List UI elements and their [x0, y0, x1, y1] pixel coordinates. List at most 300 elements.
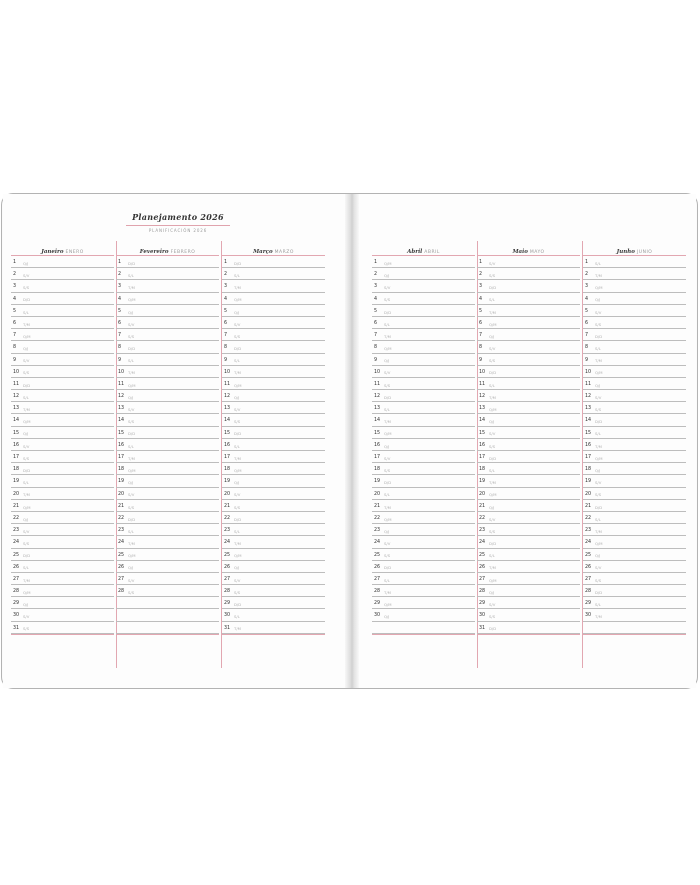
day-number: 16: [224, 442, 231, 448]
day-row[interactable]: [11, 609, 114, 621]
weekday-abbr: S/V: [23, 358, 30, 364]
weekday-abbr: S/V: [384, 285, 391, 291]
day-row[interactable]: [477, 439, 580, 451]
day-row[interactable]: [116, 585, 219, 597]
day-row[interactable]: [116, 354, 219, 366]
day-row[interactable]: [116, 293, 219, 305]
day-number: 20: [118, 491, 125, 497]
month-name-alt: MARZO: [274, 250, 294, 255]
day-row[interactable]: [477, 561, 580, 573]
day-row[interactable]: [477, 366, 580, 378]
day-row[interactable]: [372, 622, 475, 634]
day-number: 19: [585, 479, 592, 485]
day-row[interactable]: [116, 561, 219, 573]
day-row[interactable]: [583, 317, 686, 329]
day-row[interactable]: [583, 390, 686, 402]
day-row[interactable]: [222, 354, 325, 366]
day-number: 10: [118, 369, 125, 375]
day-row[interactable]: [116, 427, 219, 439]
day-row[interactable]: [11, 378, 114, 390]
weekday-abbr: S/S: [128, 589, 135, 595]
day-row[interactable]: [11, 524, 114, 536]
day-number: 26: [118, 564, 125, 570]
day-row[interactable]: [116, 256, 219, 268]
page-subtitle: PLANIFICACIÓN 2026: [148, 228, 208, 234]
day-row[interactable]: [222, 390, 325, 402]
day-row[interactable]: [222, 427, 325, 439]
day-row[interactable]: [116, 609, 219, 621]
weekday-abbr: S/L: [489, 297, 495, 303]
day-row[interactable]: [372, 597, 475, 609]
day-row[interactable]: [477, 341, 580, 353]
day-row[interactable]: [116, 268, 219, 280]
day-row[interactable]: [477, 414, 580, 426]
month-name-alt: ENERO: [65, 250, 84, 255]
day-number: 21: [374, 503, 381, 509]
day-row[interactable]: [11, 427, 114, 439]
day-row[interactable]: [372, 585, 475, 597]
day-row[interactable]: [477, 427, 580, 439]
day-row[interactable]: [372, 402, 475, 414]
weekday-abbr: S/L: [595, 431, 601, 437]
day-number: 11: [479, 381, 486, 387]
day-row[interactable]: [583, 366, 686, 378]
weekday-abbr: Q/M: [489, 492, 497, 498]
weekday-abbr: D/D: [384, 565, 392, 571]
day-row[interactable]: [116, 512, 219, 524]
weekday-abbr: T/M: [595, 528, 602, 534]
weekday-abbr: T/M: [489, 394, 496, 400]
day-row[interactable]: [372, 268, 475, 280]
day-row[interactable]: [222, 512, 325, 524]
weekday-abbr: D/D: [128, 260, 136, 266]
day-row[interactable]: [116, 439, 219, 451]
day-row[interactable]: [11, 341, 114, 353]
day-row[interactable]: [222, 329, 325, 341]
day-row[interactable]: [222, 549, 325, 561]
day-row[interactable]: [477, 585, 580, 597]
day-number: 25: [13, 552, 20, 558]
day-row[interactable]: [222, 366, 325, 378]
day-row[interactable]: [477, 390, 580, 402]
day-row[interactable]: [477, 488, 580, 500]
day-row[interactable]: [116, 305, 219, 317]
day-number: 11: [585, 381, 592, 387]
day-row[interactable]: [222, 573, 325, 585]
day-row[interactable]: [116, 366, 219, 378]
day-row[interactable]: [222, 305, 325, 317]
day-row[interactable]: [11, 268, 114, 280]
month-footer-rule: [116, 634, 219, 635]
day-row[interactable]: [372, 561, 475, 573]
day-row[interactable]: [477, 536, 580, 548]
day-row[interactable]: [372, 293, 475, 305]
day-row[interactable]: [583, 414, 686, 426]
day-row[interactable]: [116, 488, 219, 500]
weekday-abbr: S/S: [595, 407, 602, 413]
weekday-abbr: S/S: [595, 492, 602, 498]
day-row[interactable]: [116, 414, 219, 426]
weekday-abbr: Q/J: [384, 614, 390, 620]
day-row[interactable]: [583, 512, 686, 524]
day-row[interactable]: [477, 549, 580, 561]
day-number: 11: [374, 381, 381, 387]
weekday-abbr: S/V: [489, 346, 496, 352]
weekday-abbr: S/V: [595, 309, 602, 315]
day-number: 28: [224, 589, 231, 595]
day-row[interactable]: [477, 475, 580, 487]
day-number: 19: [224, 479, 231, 485]
day-row[interactable]: [372, 427, 475, 439]
weekday-abbr: Q/J: [595, 553, 601, 559]
day-row[interactable]: [222, 378, 325, 390]
day-row[interactable]: [583, 609, 686, 621]
day-row[interactable]: [477, 524, 580, 536]
day-number: 2: [585, 272, 589, 278]
day-number: 28: [118, 589, 125, 595]
day-row[interactable]: [222, 439, 325, 451]
day-number: 14: [224, 418, 231, 424]
day-row[interactable]: [116, 280, 219, 292]
day-row[interactable]: [11, 512, 114, 524]
day-row[interactable]: [583, 341, 686, 353]
day-number: 7: [224, 333, 228, 339]
day-row[interactable]: [116, 536, 219, 548]
weekday-abbr: Q/M: [23, 333, 31, 339]
day-number: 25: [479, 552, 486, 558]
month-header: [222, 240, 325, 256]
day-number: 12: [374, 394, 381, 400]
month-footer-rule: [372, 634, 475, 635]
day-row[interactable]: [116, 475, 219, 487]
day-row[interactable]: [372, 512, 475, 524]
day-row[interactable]: [477, 402, 580, 414]
day-number: 9: [479, 357, 483, 363]
day-row[interactable]: [372, 390, 475, 402]
day-row[interactable]: [222, 500, 325, 512]
day-number: 4: [118, 296, 122, 302]
weekday-abbr: Q/J: [23, 602, 29, 608]
weekday-abbr: Q/J: [595, 297, 601, 303]
day-row[interactable]: [11, 475, 114, 487]
day-number: 29: [374, 601, 381, 607]
day-row[interactable]: [477, 378, 580, 390]
day-row[interactable]: [583, 329, 686, 341]
day-row[interactable]: [477, 329, 580, 341]
month-name-alt: MAYO: [529, 250, 545, 255]
day-row[interactable]: [11, 500, 114, 512]
day-number: 23: [585, 528, 592, 534]
weekday-abbr: S/V: [128, 577, 135, 583]
weekday-abbr: Q/M: [595, 541, 603, 547]
day-list: [583, 256, 686, 634]
weekday-abbr: S/V: [595, 565, 602, 571]
day-row[interactable]: [116, 390, 219, 402]
day-row[interactable]: [11, 293, 114, 305]
day-row[interactable]: [222, 463, 325, 475]
day-row[interactable]: [11, 256, 114, 268]
day-row[interactable]: [11, 463, 114, 475]
weekday-abbr: Q/M: [128, 382, 136, 388]
day-row[interactable]: [583, 500, 686, 512]
day-number: 12: [13, 394, 20, 400]
day-row[interactable]: [477, 305, 580, 317]
weekday-abbr: S/L: [234, 358, 240, 364]
day-row[interactable]: [583, 622, 686, 634]
day-row[interactable]: [11, 561, 114, 573]
day-row[interactable]: [222, 561, 325, 573]
day-row[interactable]: [583, 268, 686, 280]
day-row[interactable]: [583, 402, 686, 414]
day-row[interactable]: [477, 256, 580, 268]
day-row[interactable]: [372, 414, 475, 426]
day-number: 6: [13, 320, 17, 326]
weekday-abbr: S/L: [489, 467, 495, 473]
day-row[interactable]: [116, 500, 219, 512]
day-row[interactable]: [11, 366, 114, 378]
day-row[interactable]: [583, 573, 686, 585]
day-number: 24: [13, 540, 20, 546]
day-row[interactable]: [11, 536, 114, 548]
day-row[interactable]: [222, 585, 325, 597]
day-number: 25: [374, 552, 381, 558]
day-row[interactable]: [11, 585, 114, 597]
weekday-abbr: S/S: [128, 419, 135, 425]
day-number: 18: [13, 467, 20, 473]
day-row[interactable]: [477, 451, 580, 463]
day-row[interactable]: [477, 317, 580, 329]
day-row[interactable]: [222, 317, 325, 329]
day-row[interactable]: [372, 256, 475, 268]
day-number: 1: [13, 260, 17, 265]
day-row[interactable]: [477, 622, 580, 634]
weekday-abbr: Q/J: [23, 346, 29, 352]
weekday-abbr: T/M: [595, 443, 602, 449]
day-row[interactable]: [583, 561, 686, 573]
day-row[interactable]: [583, 256, 686, 268]
day-row[interactable]: [116, 329, 219, 341]
day-number: 3: [479, 284, 483, 290]
day-row[interactable]: [222, 402, 325, 414]
day-number: 22: [585, 515, 592, 521]
month-footer-rule: [477, 634, 580, 635]
day-row[interactable]: [222, 536, 325, 548]
day-row[interactable]: [222, 609, 325, 621]
day-row[interactable]: [222, 341, 325, 353]
day-row[interactable]: [11, 390, 114, 402]
day-row[interactable]: [11, 573, 114, 585]
day-row[interactable]: [372, 280, 475, 292]
day-row[interactable]: [11, 402, 114, 414]
day-row[interactable]: [11, 305, 114, 317]
day-row[interactable]: [372, 488, 475, 500]
day-row[interactable]: [477, 597, 580, 609]
weekday-abbr: S/V: [128, 492, 135, 498]
day-row[interactable]: [477, 512, 580, 524]
day-number: 28: [374, 589, 381, 595]
day-row[interactable]: [116, 463, 219, 475]
weekday-abbr: Q/M: [384, 516, 392, 522]
day-row[interactable]: [372, 549, 475, 561]
day-row[interactable]: [372, 500, 475, 512]
weekday-abbr: Q/J: [234, 565, 240, 571]
day-row[interactable]: [477, 609, 580, 621]
day-row[interactable]: [116, 341, 219, 353]
day-row[interactable]: [583, 597, 686, 609]
day-row[interactable]: [11, 549, 114, 561]
day-row[interactable]: [116, 402, 219, 414]
day-row[interactable]: [583, 488, 686, 500]
day-row[interactable]: [116, 622, 219, 634]
weekday-abbr: Q/M: [23, 504, 31, 510]
day-row[interactable]: [222, 451, 325, 463]
day-row[interactable]: [11, 439, 114, 451]
day-row[interactable]: [116, 573, 219, 585]
day-number: 13: [224, 406, 231, 412]
weekday-abbr: D/D: [489, 455, 497, 461]
weekday-abbr: T/M: [234, 626, 241, 632]
weekday-abbr: D/D: [489, 626, 497, 632]
day-row[interactable]: [372, 329, 475, 341]
day-row[interactable]: [222, 475, 325, 487]
day-number: 20: [13, 491, 20, 497]
day-number: 5: [118, 308, 122, 314]
weekday-abbr: Q/M: [128, 297, 136, 303]
day-row[interactable]: [222, 280, 325, 292]
day-number: 7: [479, 333, 483, 339]
weekday-abbr: S/L: [23, 309, 29, 315]
day-row[interactable]: [477, 463, 580, 475]
weekday-abbr: S/S: [595, 577, 602, 583]
day-row[interactable]: [11, 280, 114, 292]
day-row[interactable]: [583, 585, 686, 597]
day-number: 19: [479, 479, 486, 485]
day-row[interactable]: [372, 536, 475, 548]
day-number: 7: [374, 333, 378, 339]
day-row[interactable]: [583, 549, 686, 561]
day-row[interactable]: [372, 475, 475, 487]
day-number: 17: [374, 455, 381, 460]
day-row[interactable]: [11, 414, 114, 426]
day-number: 24: [585, 540, 592, 546]
month-footer-rule: [11, 634, 114, 635]
day-row[interactable]: [116, 317, 219, 329]
day-row[interactable]: [583, 475, 686, 487]
day-row[interactable]: [372, 317, 475, 329]
day-row[interactable]: [11, 317, 114, 329]
day-number: 3: [224, 284, 228, 290]
day-row[interactable]: [583, 451, 686, 463]
day-row[interactable]: [477, 268, 580, 280]
weekday-abbr: Q/J: [489, 333, 495, 339]
day-row[interactable]: [372, 366, 475, 378]
day-row[interactable]: [372, 354, 475, 366]
day-row[interactable]: [372, 305, 475, 317]
day-row[interactable]: [583, 293, 686, 305]
day-row[interactable]: [372, 573, 475, 585]
day-row[interactable]: [583, 463, 686, 475]
day-number: 16: [118, 442, 125, 448]
day-row[interactable]: [116, 378, 219, 390]
day-number: 24: [224, 540, 231, 546]
day-row[interactable]: [11, 622, 114, 634]
weekday-abbr: Q/M: [595, 370, 603, 376]
day-number: 27: [224, 576, 231, 582]
day-row[interactable]: [583, 524, 686, 536]
day-row[interactable]: [222, 414, 325, 426]
day-row[interactable]: [477, 573, 580, 585]
weekday-abbr: Q/M: [23, 589, 31, 595]
day-row[interactable]: [583, 305, 686, 317]
weekday-abbr: S/V: [489, 516, 496, 522]
day-row[interactable]: [222, 524, 325, 536]
day-row[interactable]: [116, 524, 219, 536]
weekday-abbr: S/L: [23, 565, 29, 571]
day-row[interactable]: [11, 354, 114, 366]
weekday-abbr: T/M: [384, 333, 391, 339]
day-number: 22: [374, 515, 381, 521]
day-number: 15: [224, 430, 231, 436]
day-row[interactable]: [372, 439, 475, 451]
day-row[interactable]: [116, 451, 219, 463]
day-row[interactable]: [11, 451, 114, 463]
day-row[interactable]: [222, 488, 325, 500]
day-row[interactable]: [477, 354, 580, 366]
day-row[interactable]: [583, 280, 686, 292]
day-row[interactable]: [583, 536, 686, 548]
month-footer-rule: [222, 634, 325, 635]
day-row[interactable]: [372, 524, 475, 536]
day-row[interactable]: [372, 463, 475, 475]
day-row[interactable]: [11, 329, 114, 341]
day-number: 24: [479, 540, 486, 546]
day-row[interactable]: [222, 268, 325, 280]
day-row[interactable]: [583, 354, 686, 366]
weekday-abbr: D/D: [384, 394, 392, 400]
day-row[interactable]: [222, 256, 325, 268]
day-row[interactable]: [222, 597, 325, 609]
day-row[interactable]: [116, 549, 219, 561]
weekday-abbr: Q/M: [128, 467, 136, 473]
day-row[interactable]: [222, 293, 325, 305]
day-row[interactable]: [222, 622, 325, 634]
day-row[interactable]: [372, 378, 475, 390]
weekday-abbr: Q/M: [234, 297, 242, 303]
day-row[interactable]: [372, 451, 475, 463]
day-number: 12: [224, 394, 231, 400]
day-number: 27: [479, 576, 486, 582]
day-row[interactable]: [583, 378, 686, 390]
day-row[interactable]: [477, 280, 580, 292]
day-row[interactable]: [11, 488, 114, 500]
day-number: 2: [374, 272, 378, 278]
day-number: 10: [479, 369, 486, 375]
day-row[interactable]: [583, 439, 686, 451]
day-row[interactable]: [583, 427, 686, 439]
month-name: Fevereiro: [139, 249, 169, 255]
day-row[interactable]: [372, 341, 475, 353]
day-row[interactable]: [116, 597, 219, 609]
day-row[interactable]: [372, 609, 475, 621]
day-number: 28: [479, 589, 486, 595]
weekday-abbr: Q/J: [384, 272, 390, 278]
day-row[interactable]: [11, 597, 114, 609]
day-number: 15: [374, 430, 381, 436]
weekday-abbr: S/L: [384, 321, 390, 327]
day-number: 4: [479, 296, 483, 302]
day-row[interactable]: [477, 500, 580, 512]
day-row[interactable]: [477, 293, 580, 305]
